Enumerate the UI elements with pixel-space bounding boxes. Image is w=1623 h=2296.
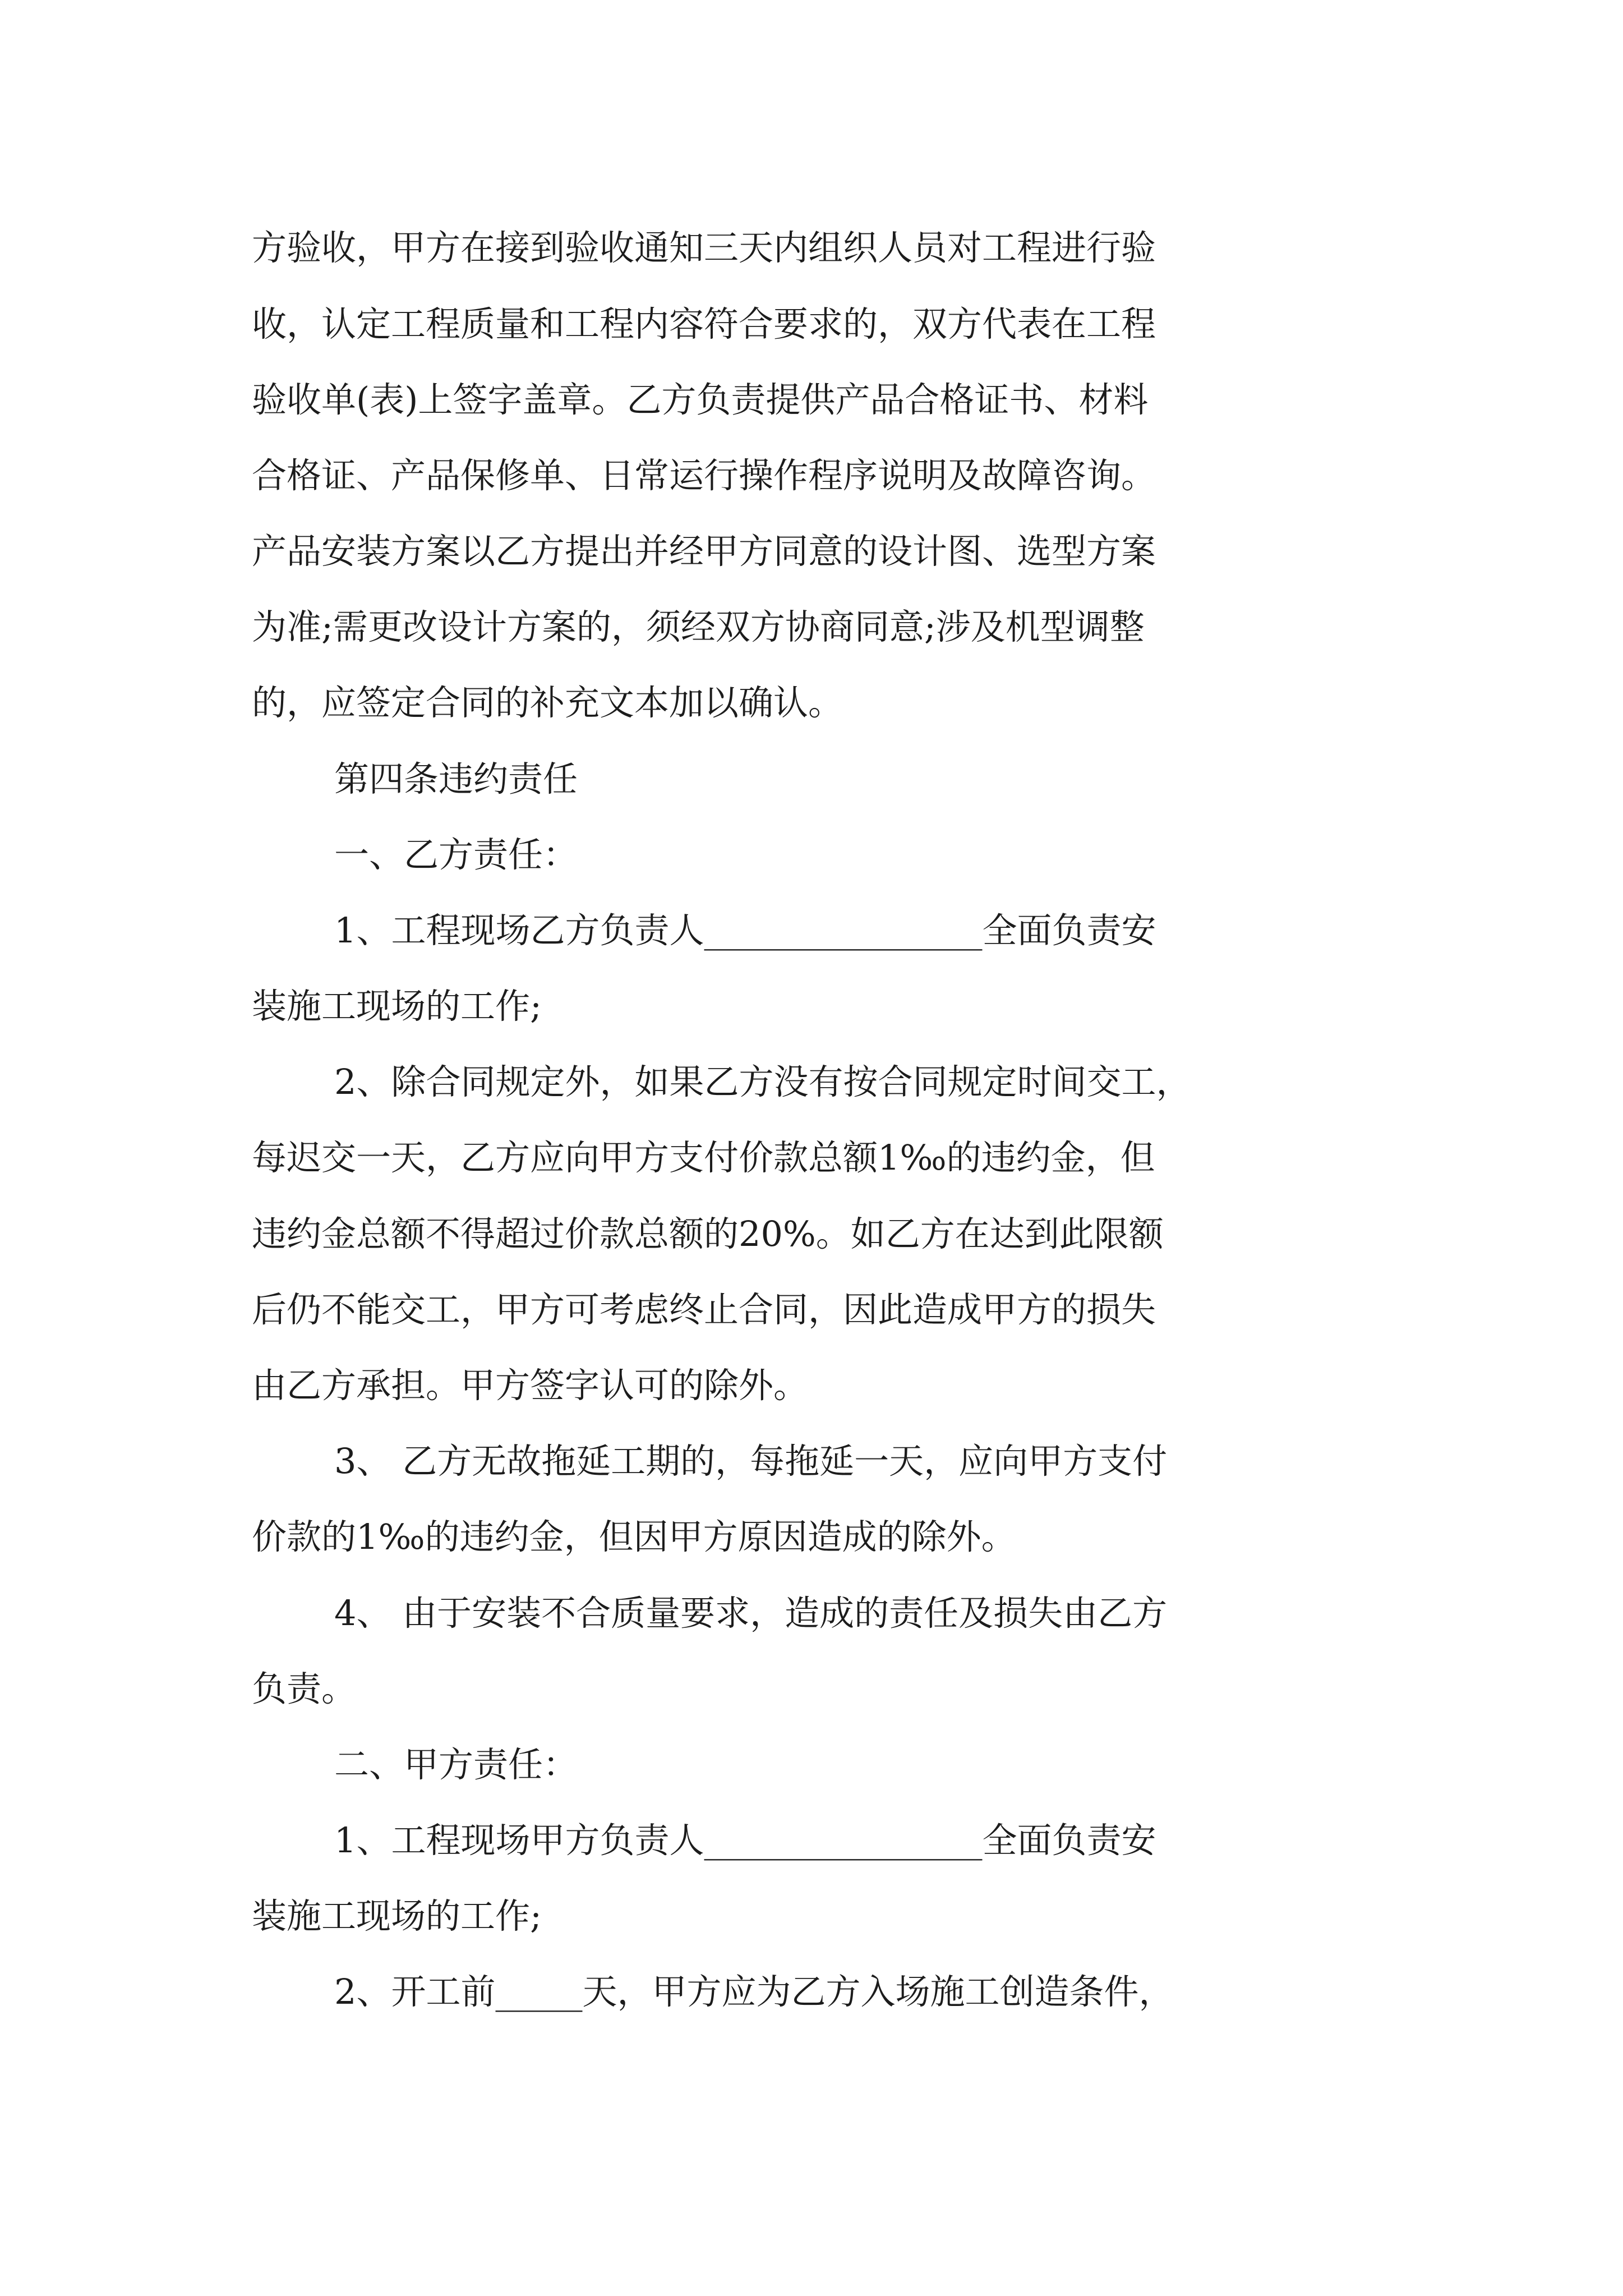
- text-line: 装施工现场的工作;: [252, 1895, 542, 1936]
- subsection-heading: 二、甲方责任：: [334, 1744, 578, 1785]
- text-line: 4、 由于安装不合质量要求，造成的责任及损失由乙方: [334, 1593, 1168, 1634]
- text-line: 每迟交一天，乙方应向甲方支付价款总额1‰的违约金，但: [252, 1137, 1155, 1178]
- text-line: 装施工现场的工作;: [252, 986, 542, 1027]
- text-line: 违约金总额不得超过价款总额的20%。如乙方在达到此限额: [252, 1213, 1164, 1254]
- text-line: 收，认定工程质量和工程内容符合要求的，双方代表在工程: [252, 303, 1156, 344]
- text-line: 验收单(表)上签字盖章。乙方负责提供产品合格证书、材料: [252, 379, 1149, 420]
- text-line: 的，应签定合同的补充文本加以确认。: [252, 682, 843, 723]
- text-line: 合格证、产品保修单、日常运行操作程序说明及故障咨询。: [252, 455, 1156, 496]
- text-line: 1、工程现场乙方负责人________________全面负责安: [334, 910, 1156, 951]
- text-line: 1、工程现场甲方负责人________________全面负责安: [334, 1820, 1156, 1861]
- text-line: 2、开工前_____天，甲方应为乙方入场施工创造条件，: [334, 1971, 1174, 2012]
- text-line: 2、除合同规定外，如果乙方没有按合同规定时间交工，: [334, 1061, 1191, 1102]
- subsection-heading: 一、乙方责任：: [334, 834, 578, 875]
- text-line: 方验收，甲方在接到验收通知三天内组织人员对工程进行验: [252, 227, 1156, 268]
- text-line: 价款的1‰的违约金，但因甲方原因造成的除外。: [252, 1516, 1016, 1557]
- text-line: 产品安装方案以乙方提出并经甲方同意的设计图、选型方案: [252, 531, 1156, 572]
- text-line: 为准;需更改设计方案的，须经双方协商同意;涉及机型调整: [252, 606, 1145, 647]
- text-line: 3、 乙方无故拖延工期的，每拖延一天，应向甲方支付: [334, 1441, 1168, 1481]
- text-line: 由乙方承担。甲方签字认可的除外。: [252, 1365, 809, 1406]
- text-line: 负责。: [252, 1668, 357, 1709]
- section-heading: 第四条违约责任: [334, 758, 578, 799]
- text-line: 后仍不能交工，甲方可考虑终止合同，因此造成甲方的损失: [252, 1289, 1156, 1330]
